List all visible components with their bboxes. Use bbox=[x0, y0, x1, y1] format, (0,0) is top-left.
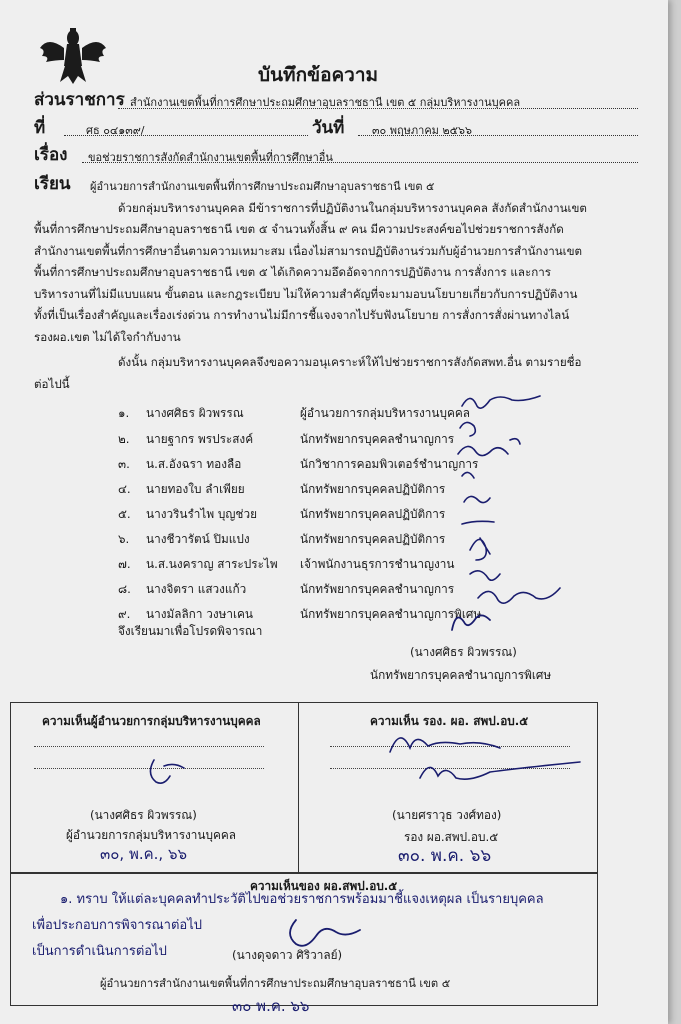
para1-line-5: บริหารงานที่ไม่มีแบบแผน ขั้นตอน และกฎระเบียบ ไม่ให้ความสำคัญที่จะมามอบนโยบายเกี่ยวกับการปฏิบัติงาน bbox=[34, 287, 578, 301]
opinion-left-position: ผู้อำนวยการกลุ่มบริหารงานบุคคล bbox=[66, 828, 236, 842]
para1-line-1: ด้วยกลุ่มบริหารงานบุคคล มีข้าราชการที่ปฏิบัติงานในกลุ่มบริหารงานบุคคล สังกัดสำนักงานเขต bbox=[118, 201, 587, 215]
staff-name: นางมัลลิกา วงษาเคน bbox=[146, 607, 253, 621]
opinion-right-signature bbox=[380, 722, 610, 792]
staff-name: นายฐากร พรประสงค์ bbox=[146, 432, 254, 446]
staff-position: ผู้อำนวยการกลุ่มบริหารงานบุคคล bbox=[300, 406, 470, 420]
opinion-left-signature bbox=[140, 752, 200, 792]
opinion-right-heading: ความเห็น รอง. ผอ. สพป.อบ.๕ bbox=[370, 714, 529, 728]
staff-no: ๙. bbox=[118, 607, 131, 621]
ref-label: ที่ bbox=[34, 118, 46, 138]
opinion-box-divider bbox=[298, 702, 299, 872]
staff-name: นางศศิธร ผิวพรรณ bbox=[146, 406, 244, 420]
opinion-bottom-name: (นางดุจดาว ศิริวาลย์) bbox=[232, 948, 343, 962]
opinion-right-position: รอง ผอ.สพป.อบ.๕ bbox=[404, 830, 499, 844]
staff-name: นางชีวารัตน์ ปิมแปง bbox=[146, 532, 250, 546]
memo-title: บันทึกข้อความ bbox=[258, 64, 379, 86]
staff-name: น.ส.นงคราญ สาระประไพ bbox=[146, 557, 278, 571]
staff-no: ๔. bbox=[118, 482, 131, 496]
staff-position: นักทรัพยากรบุคคลปฏิบัติการ bbox=[300, 532, 446, 546]
signer-position: นักทรัพยากรบุคคลชำนาญการพิเศษ bbox=[370, 668, 552, 682]
subject-label: เรื่อง bbox=[34, 145, 68, 165]
signer-signature bbox=[446, 606, 496, 636]
staff-position: นักทรัพยากรบุคคลปฏิบัติการ bbox=[300, 482, 446, 496]
staff-no: ๕. bbox=[118, 507, 131, 521]
staff-position: นักทรัพยากรบุคคลชำนาญการพิเศษ bbox=[300, 607, 482, 621]
para1-line-6: ทั้งที่เป็นเรื่องสำคัญและเรื่องเร่งด่วน การทำงานไม่มีการชี้แจงจากไปรับฟังนโยบาย การสั่งการสั่งผ่านทางไลน์ bbox=[34, 308, 570, 322]
date-value: ๓๐ พฤษภาคม ๒๕๖๖ bbox=[372, 124, 472, 137]
agency-value: สำนักงานเขตพื้นที่การศึกษาประถมศึกษาอุบลราชธานี เขต ๕ กลุ่มบริหารงานบุคคล bbox=[130, 96, 521, 109]
opinion-bottom-position: ผู้อำนวยการสำนักงานเขตพื้นที่การศึกษาประถมศึกษาอุบลราชธานี เขต ๕ bbox=[100, 977, 451, 990]
opinion-bottom-note-1: ๑. ทราบ ให้แต่ละบุคคลทำประวัติไปขอช่วยราชการพร้อมมาชี้แจงเหตุผล เป็นรายบุคคล bbox=[60, 892, 544, 907]
para1-line-4: พื้นที่การศึกษาประถมศึกษาอุบลราชธานี เขต ๕ ได้เกิดความอึดอัดจากการปฏิบัติงาน การสั่งการ และการ bbox=[34, 265, 551, 279]
staff-position: นักวิชาการคอมพิวเตอร์ชำนาญการ bbox=[300, 457, 479, 471]
para1-line-7: รองผอ.เขต ไม่ได้ใจกำกับงาน bbox=[34, 330, 181, 344]
garuda-emblem-icon bbox=[38, 26, 108, 88]
to-label: เรียน bbox=[34, 174, 71, 194]
opinion-bottom-note-2: เพื่อประกอบการพิจารณาต่อไป bbox=[32, 918, 202, 933]
staff-signatures bbox=[440, 388, 570, 624]
opinion-bottom-note-3: เป็นการดำเนินการต่อไป bbox=[32, 944, 167, 959]
staff-no: ๑. bbox=[118, 406, 130, 420]
staff-no: ๖. bbox=[118, 532, 130, 546]
staff-no: ๗. bbox=[118, 557, 131, 571]
staff-position: นักทรัพยากรบุคคลชำนาญการ bbox=[300, 582, 455, 596]
subject-value: ขอช่วยราชการสังกัดสำนักงานเขตพื้นที่การศึกษาอื่น bbox=[88, 151, 333, 164]
opinion-left-name: (นางศศิธร ผิวพรรณ) bbox=[90, 808, 197, 822]
staff-no: ๒. bbox=[118, 432, 130, 446]
opinion-left-heading: ความเห็นผู้อำนวยการกลุ่มบริหารงานบุคคล bbox=[42, 714, 261, 728]
para2-line-1: ดังนั้น กลุ่มบริหารงานบุคคลจึงขอความอนุเคราะห์ให้ไปช่วยราชการสังกัดสพท.อื่น ตามรายชื่อ bbox=[118, 355, 582, 369]
staff-no: ๓. bbox=[118, 457, 130, 471]
signer-name: (นางศศิธร ผิวพรรณ) bbox=[410, 645, 517, 659]
para2-line-2: ต่อไปนี้ bbox=[34, 377, 70, 391]
staff-no: ๘. bbox=[118, 582, 131, 596]
opinion-right-date: ๓๐. พ.ค. ๖๖ bbox=[398, 846, 492, 866]
to-value: ผู้อำนวยการสำนักงานเขตพื้นที่การศึกษาประถมศึกษาอุบลราชธานี เขต ๕ bbox=[90, 180, 435, 193]
opinion-bottom-date: ๓๐ พ.ค. ๖๖ bbox=[232, 997, 310, 1015]
staff-position: นักทรัพยากรบุคคลปฏิบัติการ bbox=[300, 507, 446, 521]
staff-name: นายทองใบ ลำเพียย bbox=[146, 482, 245, 496]
closing-text: จึงเรียนมาเพื่อโปรดพิจารณา bbox=[118, 624, 263, 638]
staff-name: นางจิตรา แสวงแก้ว bbox=[146, 582, 247, 596]
para1-line-3: สำนักงานเขตพื้นที่การศึกษาอื่นตามความเหมาะสม เนื่องไม่สามารถปฏิบัติงานร่วมกับผู้อำนวยการสำนักงานเขต bbox=[34, 244, 583, 258]
staff-position: เจ้าพนักงานธุรการชำนาญงาน bbox=[300, 557, 455, 571]
opinion-left-date: ๓๐, พ.ค., ๖๖ bbox=[100, 845, 187, 863]
opinion-bottom-heading: ความเห็นของ ผอ.สพป.อบ.๕ bbox=[250, 879, 398, 893]
para1-line-2: พื้นที่การศึกษาประถมศึกษาอุบลราชธานี เขต ๕ จำนวนทั้งสิ้น ๙ คน มีความประสงค์ขอไปช่วยราชการสังกัด bbox=[34, 222, 564, 236]
ref-value: ศธ ๐๔๑๓๙/ bbox=[86, 124, 145, 137]
staff-name: น.ส.อังฉรา ทองลือ bbox=[146, 457, 242, 471]
staff-position: นักทรัพยากรบุคคลชำนาญการ bbox=[300, 432, 455, 446]
date-label: วันที่ bbox=[312, 118, 345, 138]
agency-label: ส่วนราชการ bbox=[34, 90, 125, 110]
staff-name: นางวรินรำไพ บุญช่วย bbox=[146, 507, 257, 521]
opinion-right-name: (นายศราวุธ วงศ์ทอง) bbox=[392, 808, 502, 822]
